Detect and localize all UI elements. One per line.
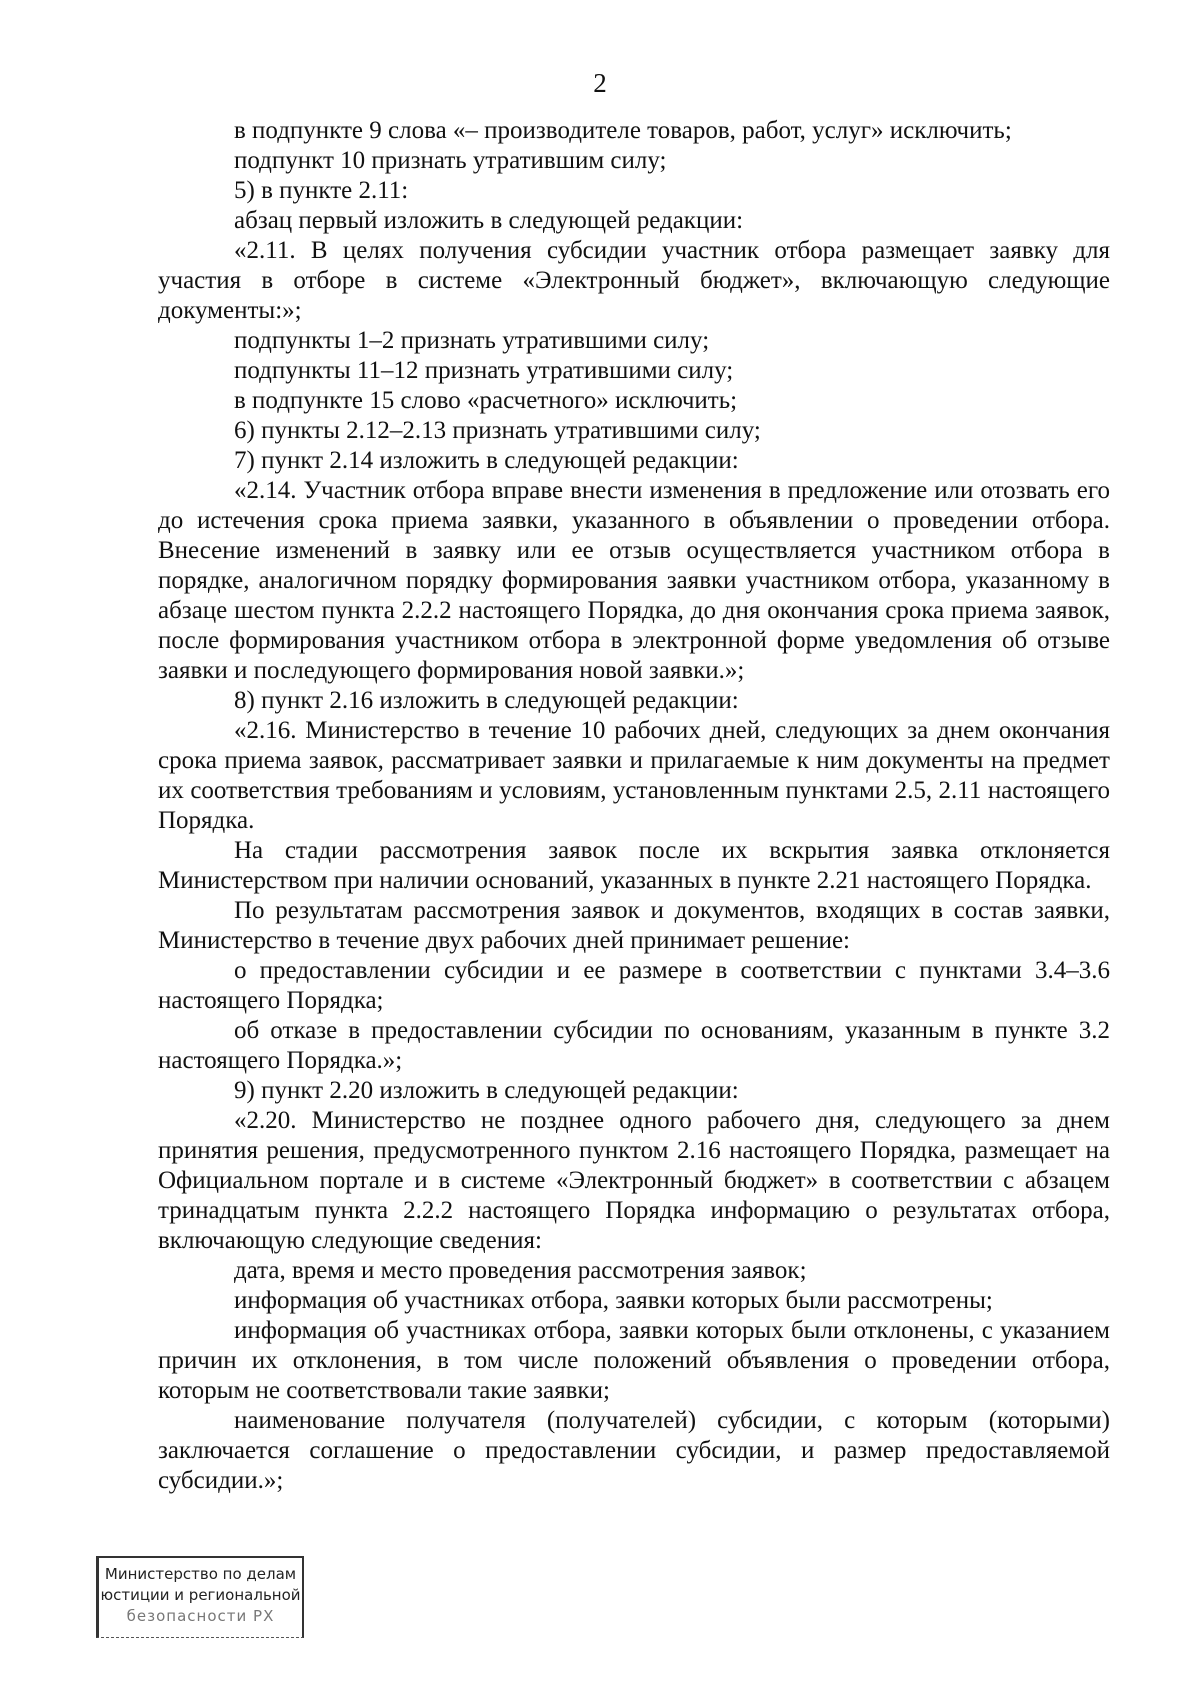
paragraph: «2.20. Министерство не позднее одного рабочего дня, следующего за днем принятия решения, предусмотренного пунктом 2.16 настоящего Порядка, размещает на Официальном портале и в системе «Электронный бюджет» в соответствии с абзацем тринадцатым пункта 2.2.2 настоящего Порядка информацию о результатах отбора, включающую следующие сведения: [158, 1107, 1110, 1254]
paragraph: На стадии рассмотрения заявок после их вскрытия заявка отклоняется Министерством при наличии оснований, указанных в пункте 2.21 настоящего Порядка. [158, 837, 1110, 894]
paragraph: 8) пункт 2.16 изложить в следующей редакции: [234, 687, 739, 714]
paragraph: «2.14. Участник отбора вправе внести изменения в предложение или отозвать его до истечения срока приема заявки, указанного в объявлении о проведении отбора. Внесение изменений в заявку или ее отзыв осуществляется участником отбора в порядке, аналогичном порядку формирования заявки участником отбора, указанному в абзаце шестом пункта 2.2.2 настоящего Порядка, до дня окончания срока приема заявок, после формирования участником отбора в электронной форме уведомления об отзыве заявки и последующего формирования новой заявки.»; [158, 477, 1110, 684]
paragraph: 5) в пункте 2.11: [234, 177, 409, 204]
stamp-line: юстиции и региональной [100, 1586, 301, 1604]
paragraph: об отказе в предоставлении субсидии по основаниям, указанным в пункте 3.2 настоящего Порядка.»; [158, 1017, 1110, 1074]
paragraph: подпункты 11–12 признать утратившими силу; [234, 357, 734, 384]
document-body [158, 116, 1110, 1496]
paragraph: информация об участниках отбора, заявки которых были отклонены, с указанием причин их отклонения, в том числе положений объявления о проведении отбора, которым не соответствовали такие заявки; [158, 1317, 1110, 1404]
paragraph: подпункт 10 признать утратившим силу; [234, 147, 667, 174]
paragraph: дата, время и место проведения рассмотрения заявок; [234, 1257, 807, 1284]
ministry-stamp [96, 1556, 304, 1638]
paragraph: подпункты 1–2 признать утратившими силу; [234, 327, 710, 354]
paragraph: о предоставлении субсидии и ее размере в соответствии с пунктами 3.4–3.6 настоящего Порядка; [158, 957, 1110, 1014]
paragraph: «2.11. В целях получения субсидии участник отбора размещает заявку для участия в отборе в системе «Электронный бюджет», включающую следующие документы:»; [158, 237, 1110, 324]
stamp-line: Министерство по делам [104, 1565, 297, 1583]
paragraph: «2.16. Министерство в течение 10 рабочих дней, следующих за днем окончания срока приема заявок, рассматривает заявки и прилагаемые к ним документы на предмет их соответствия требованиям и условиям, установленным пунктами 2.5, 2.11 настоящего Порядка. [158, 717, 1110, 834]
stamp-line: безопасности РХ [126, 1607, 275, 1625]
paragraph: 9) пункт 2.20 изложить в следующей редакции: [234, 1077, 739, 1104]
page-number: 2 [593, 68, 607, 98]
paragraph: информация об участниках отбора, заявки которых были рассмотрены; [234, 1287, 993, 1314]
paragraph: наименование получателя (получателей) субсидии, с которым (которыми) заключается соглашение о предоставлении субсидии, и размер предоставляемой субсидии.»; [158, 1407, 1110, 1494]
paragraph: абзац первый изложить в следующей редакции: [234, 207, 744, 234]
paragraph: По результатам рассмотрения заявок и документов, входящих в состав заявки, Министерство в течение двух рабочих дней принимает решение: [158, 897, 1110, 954]
paragraph: в подпункте 9 слова «– производителе товаров, работ, услуг» исключить; [234, 117, 1012, 144]
paragraph: 6) пункты 2.12–2.13 признать утратившими силу; [234, 417, 761, 444]
paragraph: 7) пункт 2.14 изложить в следующей редакции: [234, 447, 739, 474]
paragraph: в подпункте 15 слово «расчетного» исключить; [234, 387, 738, 414]
